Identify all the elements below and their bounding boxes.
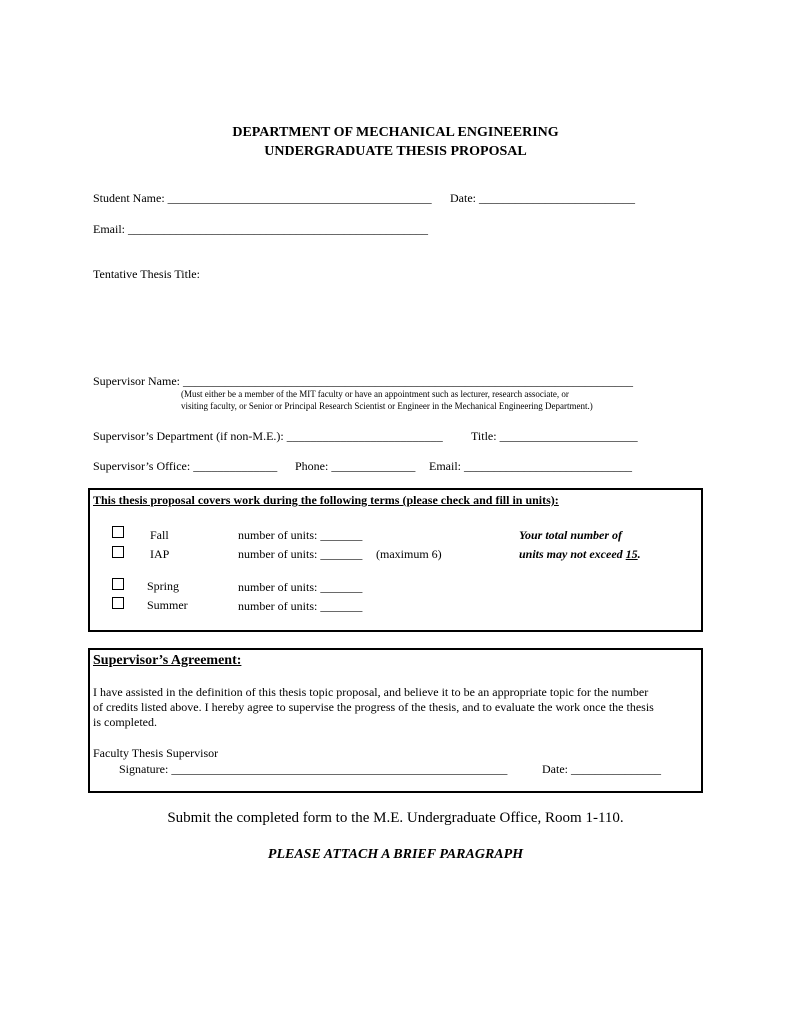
supervisor-department-field[interactable]: Supervisor’s Department (if non-M.E.): __________________________ bbox=[93, 429, 443, 443]
office-email-field[interactable]: Email: ____________________________ bbox=[429, 459, 632, 473]
faculty-supervisor-label: Faculty Thesis Supervisor bbox=[93, 746, 219, 760]
fall-units-field[interactable]: number of units: _______ bbox=[238, 528, 363, 542]
attach-paragraph-notice: PLEASE ATTACH A BRIEF PARAGRAPH bbox=[267, 847, 524, 862]
iap-units-field[interactable]: number of units: _______ bbox=[238, 547, 363, 561]
summer-units-field[interactable]: number of units: _______ bbox=[238, 599, 363, 613]
supervisor-name-field[interactable]: Supervisor Name: ___________________________________________________________________________ bbox=[93, 374, 633, 388]
date-field[interactable]: Date: __________________________ bbox=[450, 191, 635, 205]
agreement-text-line2: of credits listed above. I hereby agree to supervise the progress of the thesis, and to evaluate the work once the thesis bbox=[93, 700, 654, 714]
supervisor-note-line2: visiting faculty, or Senior or Principal Research Scientist or Engineer in the Mechanical Engineering Department.) bbox=[181, 401, 593, 411]
iap-max-note: (maximum 6) bbox=[376, 547, 442, 561]
thesis-title-label: Tentative Thesis Title: bbox=[93, 267, 200, 281]
term-summer-label: Summer bbox=[147, 598, 188, 612]
units-limit-note-line2: units may not exceed 15. bbox=[519, 547, 641, 561]
submit-instructions: Submit the completed form to the M.E. Undergraduate Office, Room 1-110. bbox=[167, 810, 624, 826]
units-limit-number: 15 bbox=[625, 547, 638, 561]
agreement-heading: Supervisor’s Agreement: bbox=[93, 653, 242, 668]
phone-field[interactable]: Phone: ______________ bbox=[295, 459, 416, 473]
signature-date-field[interactable]: Date: _______________ bbox=[542, 762, 661, 776]
checkbox-summer[interactable] bbox=[112, 597, 124, 609]
units-limit-note-line1: Your total number of bbox=[519, 528, 623, 542]
student-name-field[interactable]: Student Name: ____________________________________________ bbox=[93, 191, 432, 205]
term-fall-label: Fall bbox=[150, 528, 169, 542]
checkbox-iap[interactable] bbox=[112, 546, 124, 558]
term-spring-label: Spring bbox=[147, 579, 180, 593]
spring-units-field[interactable]: number of units: _______ bbox=[238, 580, 363, 594]
form-subtitle: UNDERGRADUATE THESIS PROPOSAL bbox=[264, 144, 527, 159]
supervisor-note-line1: (Must either be a member of the MIT faculty or have an appointment such as lecturer, research associate, or bbox=[181, 389, 569, 399]
terms-heading: This thesis proposal covers work during the following terms (please check and fill in units): bbox=[93, 493, 563, 508]
form-title: DEPARTMENT OF MECHANICAL ENGINEERING bbox=[232, 125, 559, 140]
supervisor-office-field[interactable]: Supervisor’s Office: ______________ bbox=[93, 459, 278, 473]
checkbox-fall[interactable] bbox=[112, 526, 124, 538]
supervisor-title-field[interactable]: Title: _______________________ bbox=[471, 429, 638, 443]
term-iap-label: IAP bbox=[150, 547, 170, 561]
signature-field[interactable]: Signature: ________________________________________________________ bbox=[119, 762, 508, 776]
email-field[interactable]: Email: __________________________________________________ bbox=[93, 222, 428, 236]
checkbox-spring[interactable] bbox=[112, 578, 124, 590]
agreement-text-line3: is completed. bbox=[93, 715, 157, 729]
agreement-text-line1: I have assisted in the definition of this thesis topic proposal, and believe it to be an appropriate topic for the number bbox=[93, 685, 649, 699]
